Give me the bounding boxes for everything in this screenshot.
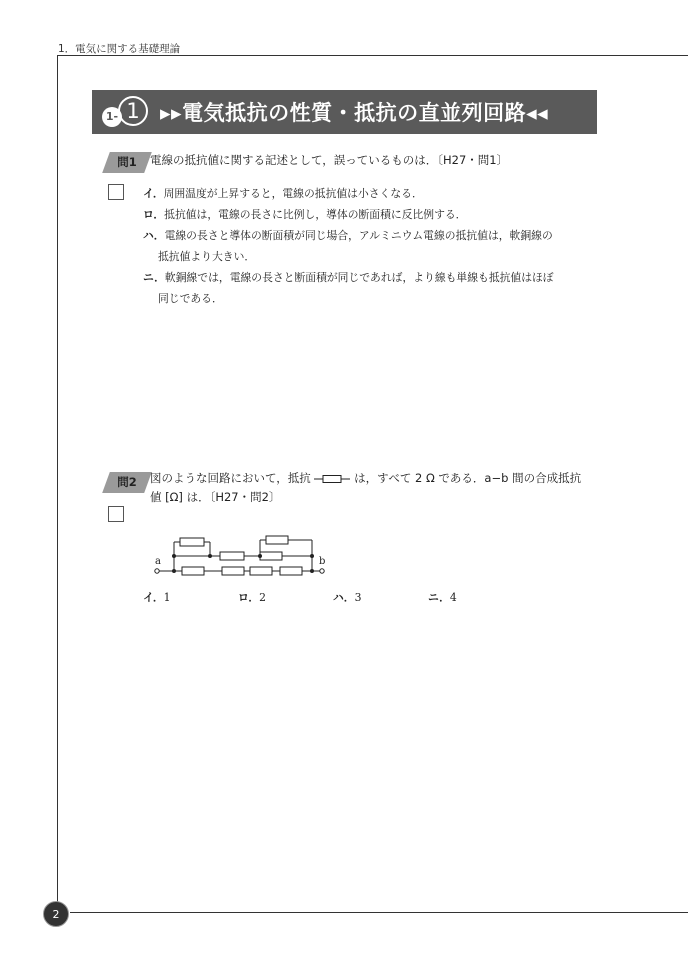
q1-option-ni[interactable] [143, 267, 554, 288]
question-2-text-after: は，すべて 2 Ω である．a−b 間の合成抵抗 [354, 471, 582, 485]
resistor-bottom-1 [182, 567, 204, 575]
option-marker: ニ． [428, 591, 450, 604]
option-value: 3 [354, 591, 362, 604]
question-2-text [150, 470, 581, 486]
question-1-tag [106, 152, 148, 173]
option-text: 抵抗値は，電線の長さに比例し，導体の断面積に反比例する． [164, 208, 467, 221]
resistor-middle-left [220, 552, 244, 560]
resistor-top-left [180, 538, 204, 546]
section-banner [92, 90, 597, 134]
section-number: 1 [118, 96, 148, 126]
q1-option-ni-continued: 同じである． [158, 292, 223, 305]
option-marker: イ． [143, 591, 164, 604]
option-value: 4 [449, 591, 457, 604]
left-margin-rule [57, 55, 58, 913]
question-1-checkbox[interactable] [108, 184, 124, 200]
question-2-checkbox[interactable] [108, 506, 124, 522]
footer-rule [70, 912, 688, 913]
page-number: 2 [43, 901, 69, 927]
option-marker: ニ． [143, 271, 165, 284]
resistor-middle-right [260, 552, 282, 560]
option-marker: イ． [143, 187, 164, 200]
option-value: 2 [259, 591, 267, 604]
terminal-b-icon [320, 569, 324, 573]
section-number-badge [102, 95, 146, 129]
q2-option-ni[interactable] [428, 590, 457, 605]
header-rule [57, 55, 688, 56]
q1-option-ha[interactable] [143, 225, 553, 246]
question-1-label: 問1 [117, 155, 137, 169]
q1-option-ro[interactable] [143, 204, 466, 225]
option-text: 電線の長さと導体の断面積が同じ場合，アルミニウム電線の抵抗値は，軟銅線の [164, 229, 553, 242]
q1-option-i[interactable] [143, 183, 423, 204]
option-marker: ロ． [238, 591, 260, 604]
resistor-bottom-4 [280, 567, 302, 575]
option-marker: ロ． [143, 208, 165, 221]
question-2-text-before: 図のような回路において，抵抗 [150, 471, 311, 485]
resistor-bottom-3 [250, 567, 272, 575]
question-1-text: 電線の抵抗値に関する記述として，誤っているものは．〔H27・問1〕 [150, 153, 509, 167]
circuit-diagram [150, 532, 340, 582]
option-text: 周囲温度が上昇すると，電線の抵抗値は小さくなる． [163, 187, 423, 200]
option-text: 軟銅線では，電線の長さと断面積が同じであれば，より線も単線も抵抗値はほぼ [164, 271, 554, 284]
chapter-number: 1- [102, 107, 122, 127]
q2-option-ha[interactable] [333, 590, 361, 605]
resistor-top-right [266, 536, 288, 544]
question-2-text-line2: 値 [Ω] は．〔H27・問2〕 [150, 490, 281, 504]
running-header: 1．電気に関する基礎理論 [58, 43, 181, 55]
resistor-symbol-icon [314, 474, 350, 484]
terminal-b-label: b [319, 556, 326, 567]
q2-option-ro[interactable] [238, 590, 266, 605]
q1-option-ha-continued: 抵抗値より大きい． [158, 250, 256, 263]
option-marker: ハ． [143, 229, 165, 242]
terminal-a-label: a [155, 556, 161, 567]
option-marker: ハ． [333, 591, 355, 604]
resistor-bottom-2 [222, 567, 244, 575]
option-value: 1 [163, 591, 171, 604]
terminal-a-icon [155, 569, 159, 573]
section-title: ▸▸電気抵抗の性質・抵抗の直並列回路◂◂ [160, 101, 549, 125]
q2-option-i[interactable] [143, 590, 171, 605]
question-2-label: 問2 [117, 475, 137, 489]
question-2-tag [106, 472, 148, 493]
